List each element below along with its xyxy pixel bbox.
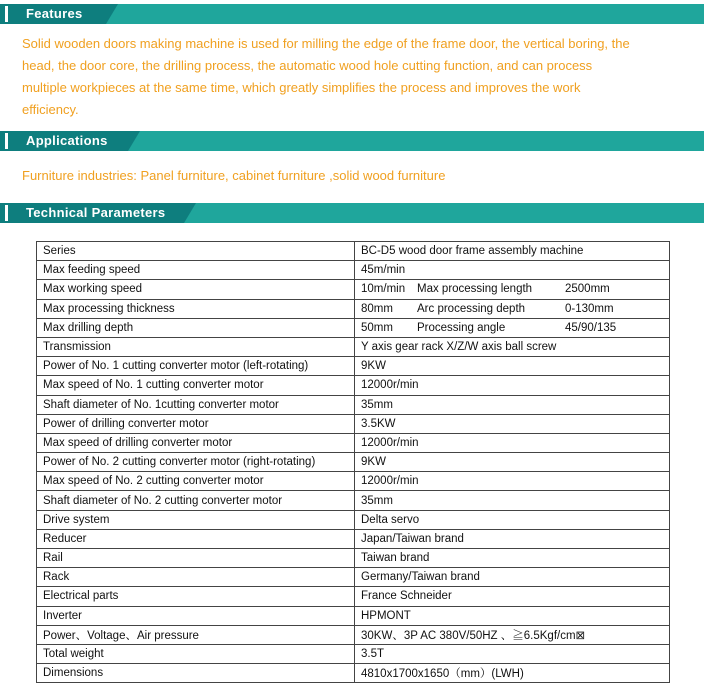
parameter-label: Power、Voltage、Air pressure xyxy=(37,625,355,644)
table-row xyxy=(37,472,670,491)
technical-header xyxy=(0,203,704,223)
parameter-label: Power of No. 1 cutting converter motor (left-rotating) xyxy=(37,357,355,376)
table-row xyxy=(37,587,670,606)
table-row xyxy=(37,644,670,663)
features-line-2: head, the door core, the drilling process, the automatic wood hole cutting function, and can process xyxy=(22,58,593,73)
parameter-value: Y axis gear rack X/Z/W axis ball screw xyxy=(355,337,670,356)
parameter-value: 3.5T xyxy=(355,644,670,663)
parameter-value-group xyxy=(355,280,670,299)
parameter-value-part: Arc processing depth xyxy=(417,302,526,315)
table-row xyxy=(37,491,670,510)
parameter-value: 45m/min xyxy=(355,261,670,280)
table-row xyxy=(37,414,670,433)
parameter-label: Electrical parts xyxy=(37,587,355,606)
parameter-label: Shaft diameter of No. 1cutting converter motor xyxy=(37,395,355,414)
parameter-value: Japan/Taiwan brand xyxy=(355,529,670,548)
parameter-value-part: 80mm xyxy=(361,302,393,315)
parameter-label: Power of drilling converter motor xyxy=(37,414,355,433)
parameter-value-split xyxy=(361,322,663,334)
parameter-label: Inverter xyxy=(37,606,355,625)
parameter-label: Drive system xyxy=(37,510,355,529)
table-row xyxy=(37,606,670,625)
table-row xyxy=(37,318,670,337)
parameter-value-part: Max processing length xyxy=(417,283,533,296)
parameter-value-group xyxy=(355,299,670,318)
applications-header xyxy=(0,131,704,151)
table-row xyxy=(37,357,670,376)
parameter-value-part: 10m/min xyxy=(361,283,406,296)
table-row xyxy=(37,337,670,356)
parameter-label: Max speed of No. 1 cutting converter motor xyxy=(37,376,355,395)
parameter-value-part: 2500mm xyxy=(565,283,610,296)
parameter-label: Total weight xyxy=(37,644,355,663)
parameter-label: Max speed of No. 2 cutting converter motor xyxy=(37,472,355,491)
parameter-value-split xyxy=(361,283,663,295)
features-header xyxy=(0,4,704,24)
parameter-value: Delta servo xyxy=(355,510,670,529)
features-heading: Features xyxy=(26,6,83,21)
table-row xyxy=(37,299,670,318)
parameter-value: BC-D5 wood door frame assembly machine xyxy=(355,242,670,261)
parameter-label: Max speed of drilling converter motor xyxy=(37,433,355,452)
parameter-label: Series xyxy=(37,242,355,261)
features-line-4: efficiency. xyxy=(22,102,79,117)
table-row xyxy=(37,261,670,280)
features-line-1: Solid wooden doors making machine is used for milling the edge of the frame door, the vertical boring, the xyxy=(22,36,630,51)
parameter-value: 35mm xyxy=(355,395,670,414)
parameter-value: Taiwan brand xyxy=(355,549,670,568)
table-row xyxy=(37,395,670,414)
parameter-label: Max feeding speed xyxy=(37,261,355,280)
parameter-value: 12000r/min xyxy=(355,433,670,452)
parameter-label: Power of No. 2 cutting converter motor (right-rotating) xyxy=(37,453,355,472)
table-row xyxy=(37,664,670,683)
parameter-label: Rail xyxy=(37,549,355,568)
parameter-label: Max processing thickness xyxy=(37,299,355,318)
parameter-value: 35mm xyxy=(355,491,670,510)
table-row xyxy=(37,433,670,452)
parameter-label: Reducer xyxy=(37,529,355,548)
table-row xyxy=(37,625,670,644)
parameter-value-split xyxy=(361,303,663,315)
technical-heading: Technical Parameters xyxy=(26,205,166,220)
parameter-value: 3.5KW xyxy=(355,414,670,433)
applications-heading: Applications xyxy=(26,133,108,148)
parameter-value-part: 45/90/135 xyxy=(565,321,617,334)
parameter-value: 9KW xyxy=(355,453,670,472)
table-row xyxy=(37,376,670,395)
table-row xyxy=(37,549,670,568)
parameter-value: Germany/Taiwan brand xyxy=(355,568,670,587)
features-line-3: multiple workpieces at the same time, which greatly simplifies the process and improves the work xyxy=(22,80,581,95)
parameter-value: 9KW xyxy=(355,357,670,376)
parameter-label: Shaft diameter of No. 2 cutting converter motor xyxy=(37,491,355,510)
table-row xyxy=(37,510,670,529)
table-row xyxy=(37,568,670,587)
parameter-label: Dimensions xyxy=(37,664,355,683)
table-row xyxy=(37,242,670,261)
parameter-value: 30KW、3P AC 380V/50HZ 、≧6.5Kgf/cm⊠ xyxy=(355,625,670,644)
parameter-label: Rack xyxy=(37,568,355,587)
technical-parameters-table xyxy=(36,241,670,683)
parameter-value: HPMONT xyxy=(355,606,670,625)
parameter-value-part: 0-130mm xyxy=(565,302,614,315)
parameter-value-group xyxy=(355,318,670,337)
parameter-label: Max working speed xyxy=(37,280,355,299)
parameter-value: 12000r/min xyxy=(355,472,670,491)
parameter-label: Max drilling depth xyxy=(37,318,355,337)
parameter-value-part: 50mm xyxy=(361,321,393,334)
applications-text: Furniture industries: Panel furniture, cabinet furniture ,solid wood furniture xyxy=(22,168,446,183)
parameter-label: Transmission xyxy=(37,337,355,356)
parameter-value: 12000r/min xyxy=(355,376,670,395)
table-row xyxy=(37,529,670,548)
parameter-value-part: Processing angle xyxy=(417,321,506,334)
parameter-value: 4810x1700x1650（mm）(LWH) xyxy=(355,664,670,683)
table-row xyxy=(37,453,670,472)
parameter-value: France Schneider xyxy=(355,587,670,606)
table-row xyxy=(37,280,670,299)
